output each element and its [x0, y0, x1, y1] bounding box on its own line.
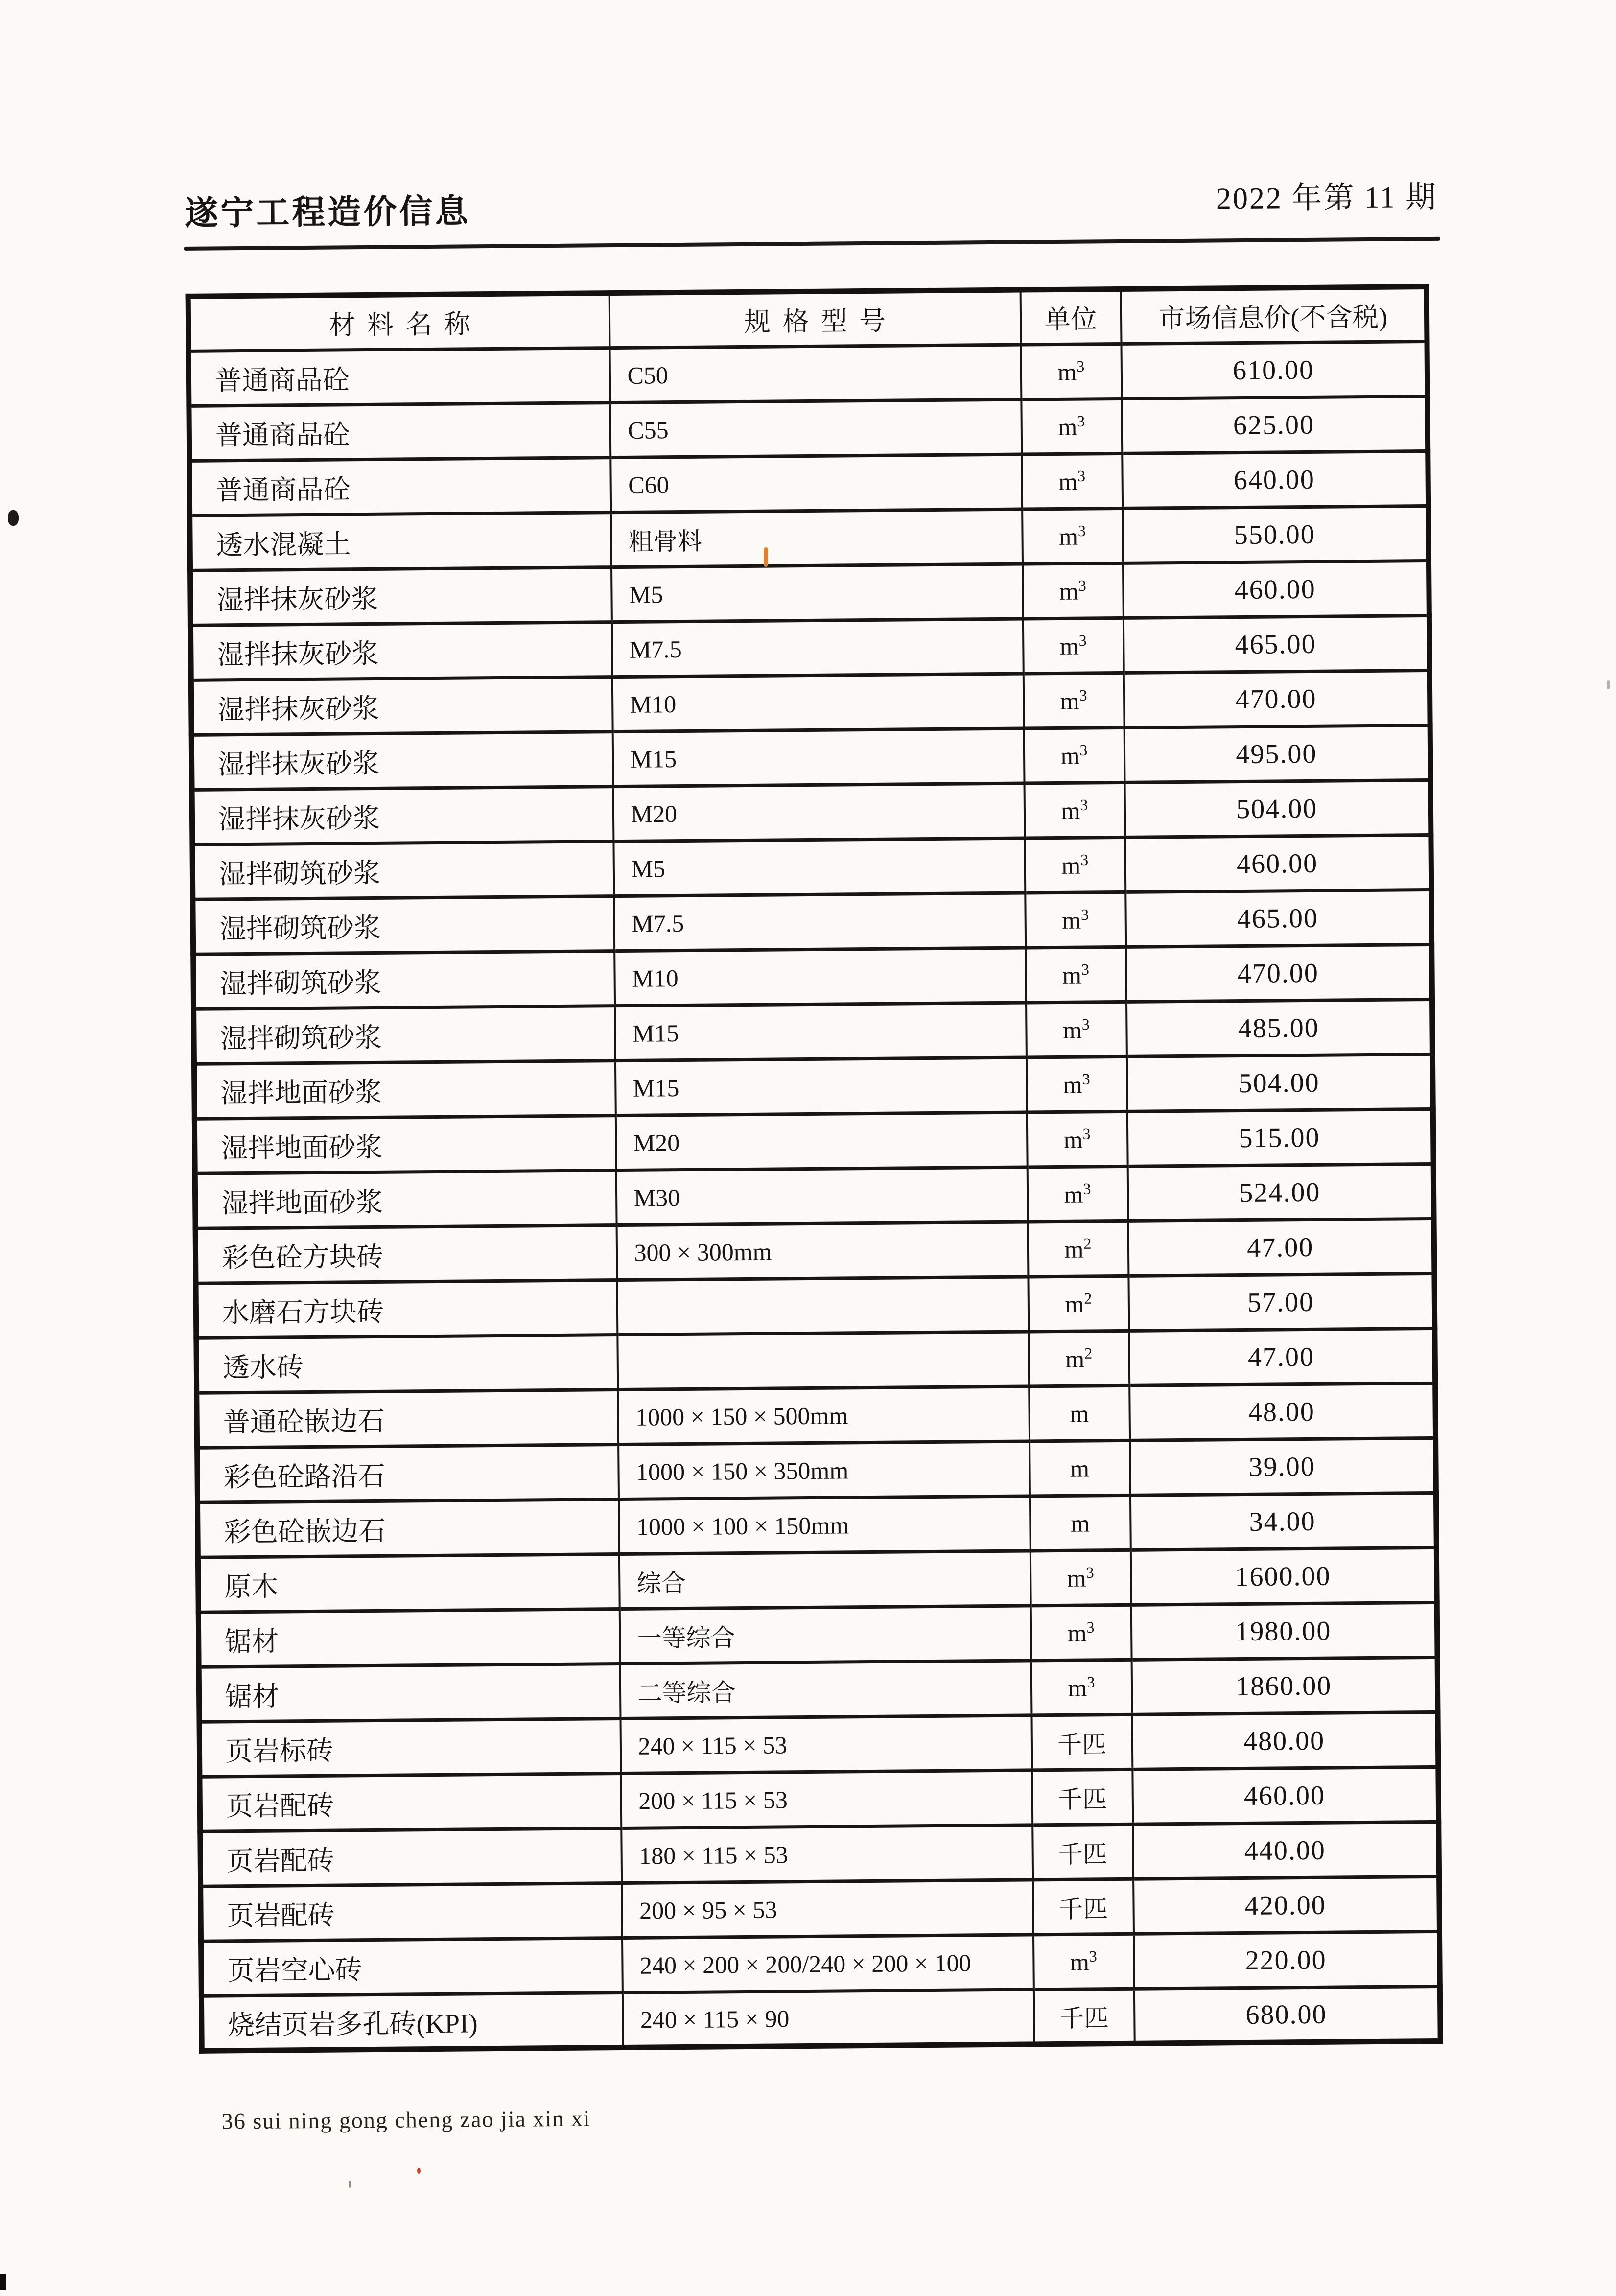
unit-exponent: 3 — [1077, 357, 1085, 375]
unit-base: m — [1064, 1235, 1084, 1263]
unit-cell — [1022, 453, 1123, 509]
unit-base: m — [1060, 687, 1079, 715]
spec-model-cell: M5 — [611, 564, 1023, 622]
scan-mark — [764, 547, 768, 567]
unit-cell — [1026, 947, 1126, 1003]
unit-base: m — [1067, 1564, 1086, 1592]
market-price-cell: 485.00 — [1126, 999, 1433, 1056]
table-row — [189, 451, 1429, 516]
unit-cell — [1033, 1989, 1134, 2044]
spec-model-cell: 粗骨料 — [611, 509, 1023, 567]
spec-model-cell: 240 × 200 × 200/240 × 200 × 100 — [622, 1935, 1034, 1993]
unit-exponent: 3 — [1086, 1563, 1094, 1581]
table-row — [197, 1438, 1436, 1502]
market-price-cell: 47.00 — [1129, 1328, 1435, 1385]
market-price-cell: 504.00 — [1126, 1054, 1433, 1111]
spec-model-cell: 综合 — [619, 1551, 1030, 1609]
scan-speck — [349, 2181, 351, 2188]
table-row — [190, 561, 1429, 626]
unit-base: m — [1062, 906, 1081, 934]
table-row — [193, 890, 1432, 954]
unit-exponent: 3 — [1081, 960, 1090, 978]
scan-mark — [8, 510, 19, 526]
material-name-cell: 原木 — [198, 1554, 619, 1613]
table-row — [195, 1218, 1434, 1283]
unit-exponent: 3 — [1079, 686, 1087, 704]
table-row — [198, 1493, 1437, 1557]
material-name-cell: 普通砼嵌边石 — [197, 1390, 618, 1448]
spec-model-cell: M15 — [615, 1003, 1027, 1061]
material-name-cell: 水磨石方块砖 — [196, 1280, 617, 1338]
market-price-cell: 470.00 — [1126, 944, 1432, 1002]
scan-mark — [0, 2274, 6, 2290]
market-price-cell: 39.00 — [1130, 1438, 1436, 1495]
unit-cell — [1023, 618, 1124, 674]
unit-cell — [1030, 1495, 1130, 1551]
scan-speck — [1607, 680, 1610, 689]
journal-title: 遂宁工程造价信息 — [185, 192, 471, 232]
unit-base: m — [1070, 1454, 1090, 1482]
table-body — [188, 342, 1440, 2051]
unit-cell — [1027, 1166, 1128, 1222]
unit-exponent: 3 — [1079, 741, 1088, 759]
table-row — [195, 1164, 1434, 1228]
market-price-cell: 465.00 — [1123, 615, 1429, 673]
unit-cell — [1024, 727, 1124, 783]
unit-cell — [1028, 1276, 1129, 1332]
table-row — [190, 506, 1429, 571]
unit-exponent: 3 — [1089, 1947, 1097, 1965]
material-name-cell: 页岩配砖 — [201, 1883, 622, 1942]
unit-exponent: 2 — [1083, 1234, 1092, 1252]
table-row — [192, 835, 1431, 899]
spec-model-cell: M7.5 — [611, 619, 1023, 677]
spec-model-cell: 240 × 115 × 90 — [622, 1990, 1034, 2048]
table-row — [191, 725, 1430, 790]
unit-exponent: 3 — [1080, 850, 1089, 868]
material-name-cell: 湿拌砌筑砂浆 — [193, 896, 614, 955]
unit-base: m — [1061, 797, 1080, 824]
unit-base: m — [1062, 961, 1082, 989]
unit-base: m — [1065, 1345, 1085, 1373]
spec-model-cell: 二等综合 — [620, 1661, 1031, 1719]
market-price-cell: 48.00 — [1129, 1383, 1436, 1440]
market-price-cell: 610.00 — [1121, 342, 1428, 399]
table-row — [188, 342, 1428, 406]
table-row — [199, 1657, 1438, 1722]
col-header-unit: 单位 — [1020, 289, 1121, 345]
unit-base: m — [1058, 468, 1078, 495]
market-price-cell: 47.00 — [1128, 1218, 1434, 1276]
market-price-cell: 1980.00 — [1131, 1602, 1437, 1660]
material-name-cell: 湿拌砌筑砂浆 — [192, 842, 614, 900]
table-row — [200, 1767, 1439, 1831]
unit-base: m — [1069, 1400, 1089, 1428]
unit-cell — [1029, 1331, 1129, 1386]
unit-cell — [1026, 1002, 1127, 1057]
unit-base: m — [1063, 1071, 1083, 1099]
unit-cell — [1032, 1769, 1133, 1825]
spec-model-cell: 200 × 115 × 53 — [621, 1770, 1032, 1828]
unit-cell — [1033, 1879, 1134, 1935]
unit-base: m — [1070, 1509, 1090, 1537]
unit-base: m — [1061, 851, 1081, 879]
market-price-cell: 460.00 — [1123, 561, 1429, 618]
table-row — [196, 1328, 1435, 1393]
spec-model-cell: 300 × 300mm — [616, 1222, 1028, 1280]
unit-exponent: 3 — [1077, 412, 1085, 430]
spec-model-cell: M30 — [616, 1167, 1028, 1225]
market-price-cell: 480.00 — [1132, 1712, 1438, 1769]
material-name-cell: 湿拌抹灰砂浆 — [190, 622, 612, 680]
unit-base: m — [1070, 1948, 1090, 1976]
spec-model-cell: M20 — [613, 783, 1025, 842]
market-price-cell: 495.00 — [1124, 725, 1430, 782]
material-name-cell: 锯材 — [198, 1609, 620, 1667]
unit-base: m — [1068, 1674, 1087, 1702]
spec-model-cell: C60 — [610, 454, 1022, 513]
spec-model-cell: M7.5 — [614, 893, 1026, 951]
unit-base: 千匹 — [1057, 1785, 1107, 1813]
table-header-row — [188, 287, 1427, 351]
material-name-cell: 湿拌砌筑砂浆 — [193, 951, 615, 1009]
unit-cell — [1030, 1440, 1130, 1496]
unit-exponent: 3 — [1078, 631, 1087, 649]
table-row — [198, 1602, 1437, 1667]
unit-base: m — [1057, 358, 1077, 386]
spec-model-cell: 1000 × 150 × 350mm — [618, 1441, 1030, 1499]
market-price-cell: 550.00 — [1123, 506, 1429, 563]
market-price-cell: 524.00 — [1127, 1164, 1434, 1221]
material-name-cell: 页岩标砖 — [199, 1719, 621, 1777]
spec-model-cell — [617, 1277, 1029, 1335]
unit-cell — [1030, 1605, 1131, 1661]
unit-cell — [1030, 1550, 1131, 1606]
unit-exponent: 3 — [1080, 796, 1088, 814]
material-name-cell: 湿拌抹灰砂浆 — [191, 677, 612, 735]
unit-base: 千匹 — [1057, 1730, 1107, 1758]
scan-mark — [417, 2168, 421, 2174]
material-name-cell: 彩色砼嵌边石 — [198, 1499, 619, 1558]
unit-cell — [1022, 508, 1123, 564]
page-footer-pinyin: 36 sui ning gong cheng zao jia xin xi — [221, 2106, 591, 2134]
table-row — [200, 1822, 1439, 1886]
market-price-cell: 460.00 — [1125, 835, 1431, 892]
unit-cell — [1033, 1934, 1134, 1990]
unit-exponent: 3 — [1082, 1070, 1090, 1088]
unit-cell — [1032, 1824, 1133, 1880]
unit-cell — [1026, 1056, 1127, 1112]
unit-base: m — [1064, 1180, 1083, 1208]
market-price-cell: 515.00 — [1127, 1109, 1433, 1166]
spec-model-cell: C50 — [609, 345, 1021, 403]
material-name-cell: 湿拌地面砂浆 — [195, 1171, 616, 1229]
material-name-cell: 页岩配砖 — [200, 1774, 621, 1832]
market-price-cell: 465.00 — [1125, 890, 1432, 947]
market-price-cell: 625.00 — [1122, 397, 1428, 454]
material-name-cell: 彩色砼路沿石 — [197, 1445, 619, 1503]
unit-base: 千匹 — [1058, 1895, 1108, 1923]
market-price-cell: 34.00 — [1130, 1493, 1436, 1550]
spec-model-cell: M15 — [615, 1057, 1027, 1116]
material-name-cell: 普通商品砼 — [189, 403, 610, 461]
material-price-table — [186, 284, 1443, 2054]
unit-cell — [1031, 1714, 1132, 1770]
header-rule — [184, 237, 1440, 251]
unit-cell — [1023, 673, 1124, 728]
spec-model-cell: 200 × 95 × 53 — [622, 1880, 1033, 1938]
material-name-cell: 普通商品砼 — [189, 458, 611, 516]
spec-model-cell: C55 — [610, 399, 1022, 458]
table-row — [192, 780, 1431, 844]
unit-exponent: 2 — [1084, 1289, 1092, 1307]
table-row — [194, 1109, 1433, 1173]
spec-model-cell — [617, 1332, 1029, 1390]
spec-model-cell: M5 — [613, 838, 1025, 896]
unit-base: 千匹 — [1059, 2004, 1109, 2032]
material-name-cell: 页岩空心砖 — [201, 1938, 623, 1996]
unit-exponent: 3 — [1087, 1673, 1095, 1691]
spec-model-cell: M15 — [612, 728, 1024, 787]
material-name-cell: 页岩配砖 — [200, 1828, 622, 1887]
unit-base: m — [1062, 1016, 1082, 1044]
table-row — [193, 944, 1432, 1009]
table-row — [194, 1054, 1433, 1119]
material-name-cell: 湿拌砌筑砂浆 — [194, 1006, 615, 1064]
unit-cell — [1021, 398, 1122, 454]
unit-exponent: 3 — [1077, 521, 1086, 539]
unit-exponent: 3 — [1078, 576, 1086, 594]
market-price-cell: 440.00 — [1133, 1822, 1439, 1879]
unit-base: m — [1059, 577, 1079, 605]
unit-cell — [1022, 563, 1123, 619]
unit-base: m — [1067, 1619, 1087, 1647]
unit-base: m — [1058, 522, 1078, 550]
table-row — [194, 999, 1433, 1064]
table-row — [199, 1712, 1438, 1777]
market-price-cell: 640.00 — [1122, 451, 1429, 509]
unit-cell — [1021, 344, 1122, 399]
unit-cell — [1027, 1111, 1127, 1167]
col-header-spec-model: 规格型号 — [609, 290, 1021, 348]
unit-cell — [1031, 1660, 1132, 1715]
material-name-cell: 烧结页岩多孔砖(KPI) — [201, 1993, 623, 2051]
table-row — [201, 1931, 1440, 1996]
unit-base: m — [1065, 1290, 1084, 1318]
market-price-cell: 680.00 — [1134, 1986, 1440, 2043]
unit-cell — [1029, 1385, 1130, 1441]
table-row — [191, 670, 1430, 735]
market-price-cell: 220.00 — [1133, 1931, 1440, 1989]
spec-model-cell: 1000 × 150 × 500mm — [618, 1386, 1030, 1445]
material-name-cell: 湿拌抹灰砂浆 — [192, 787, 613, 845]
material-name-cell: 湿拌抹灰砂浆 — [191, 732, 613, 790]
issue-label: 2022 年第 11 期 — [1216, 180, 1438, 216]
unit-exponent: 3 — [1077, 467, 1086, 485]
unit-base: 千匹 — [1058, 1840, 1107, 1868]
market-price-cell: 470.00 — [1124, 670, 1430, 727]
unit-exponent: 2 — [1084, 1344, 1093, 1362]
market-price-cell: 1860.00 — [1131, 1657, 1438, 1714]
unit-cell — [1024, 782, 1125, 838]
unit-base: m — [1063, 1125, 1083, 1153]
market-price-cell: 460.00 — [1132, 1767, 1439, 1824]
table-row — [190, 615, 1429, 680]
spec-model-cell: M20 — [615, 1112, 1027, 1171]
col-header-market-price: 市场信息价(不含税) — [1121, 287, 1427, 344]
spec-model-cell: 一等综合 — [619, 1606, 1031, 1664]
material-name-cell: 湿拌抹灰砂浆 — [190, 567, 612, 626]
table-row — [201, 1986, 1440, 2051]
spec-model-cell: M10 — [612, 674, 1024, 732]
unit-cell — [1028, 1221, 1128, 1277]
market-price-cell: 504.00 — [1124, 780, 1431, 837]
material-name-cell: 湿拌地面砂浆 — [194, 1116, 616, 1174]
table-row — [189, 397, 1428, 461]
unit-exponent: 3 — [1082, 1125, 1091, 1143]
table-row — [198, 1547, 1437, 1612]
spec-model-cell: 240 × 115 × 53 — [620, 1715, 1032, 1774]
table-row — [197, 1383, 1436, 1448]
col-header-material-name: 材料名称 — [188, 293, 609, 351]
table-row — [196, 1273, 1435, 1338]
unit-exponent: 3 — [1080, 905, 1089, 923]
material-name-cell: 湿拌地面砂浆 — [194, 1061, 615, 1119]
material-name-cell: 彩色砼方块砖 — [195, 1225, 617, 1284]
market-price-cell: 1600.00 — [1130, 1547, 1437, 1605]
material-name-cell: 普通商品砼 — [188, 348, 610, 406]
unit-exponent: 3 — [1086, 1618, 1095, 1636]
unit-exponent: 3 — [1083, 1179, 1091, 1197]
unit-base: m — [1059, 632, 1079, 660]
spec-model-cell: M10 — [614, 948, 1026, 1006]
material-name-cell: 锯材 — [199, 1664, 620, 1722]
material-name-cell: 透水混凝土 — [190, 513, 611, 571]
market-price-cell: 420.00 — [1133, 1876, 1440, 1934]
unit-exponent: 3 — [1081, 1015, 1090, 1033]
market-price-cell: 57.00 — [1128, 1273, 1435, 1331]
unit-base: m — [1058, 413, 1077, 441]
unit-cell — [1025, 892, 1126, 948]
table-row — [201, 1876, 1440, 1941]
spec-model-cell: 1000 × 100 × 150mm — [618, 1496, 1030, 1554]
unit-base: m — [1060, 742, 1080, 770]
unit-cell — [1025, 837, 1125, 893]
material-name-cell: 透水砖 — [196, 1335, 618, 1393]
spec-model-cell: 180 × 115 × 53 — [621, 1825, 1033, 1883]
